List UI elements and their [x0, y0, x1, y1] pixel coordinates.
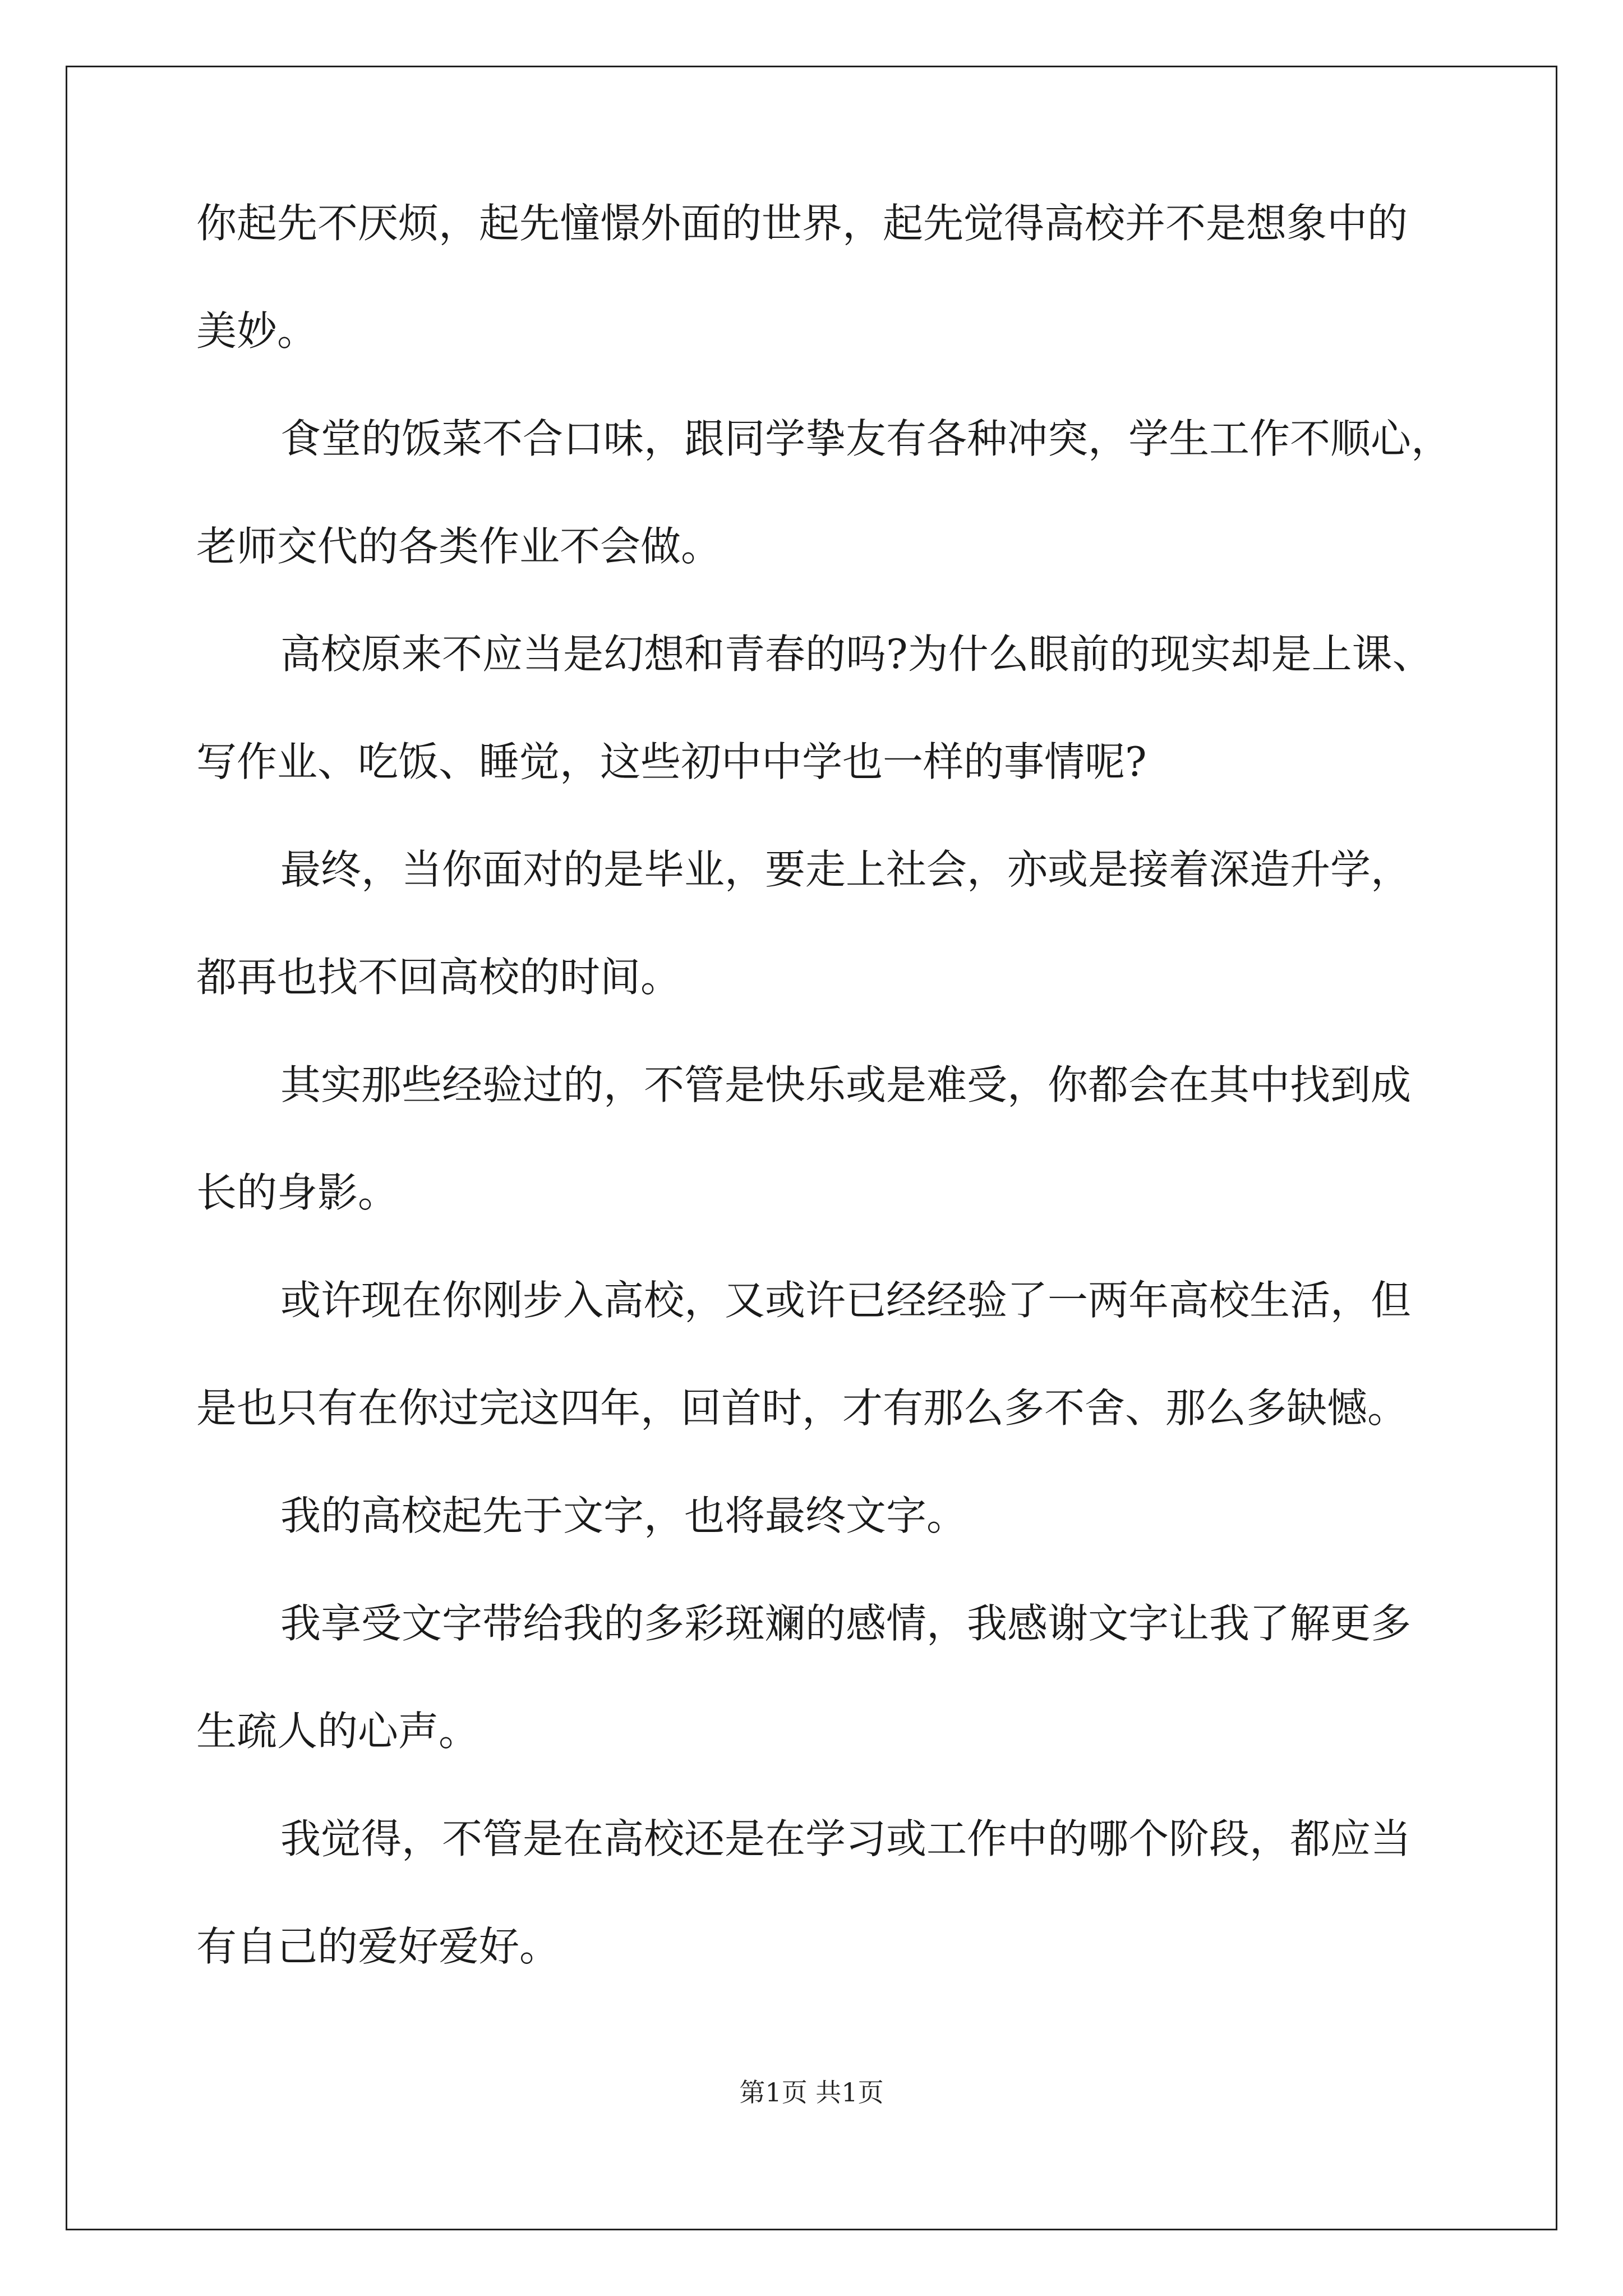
paragraph-first-line: 其实那些经验过的，不管是快乐或是难受，你都会在其中找到成 — [280, 1061, 1412, 1108]
text-line: 都再也找不回高校的时间。 — [196, 954, 681, 1001]
text-line: 老师交代的各类作业不会做。 — [196, 523, 722, 570]
text-line: 写作业、吃饭、睡觉，这些初中中学也一样的事情呢? — [196, 738, 1147, 785]
paragraph-first-line: 或许现在你刚步入高校，又或许已经经验了一两年高校生活，但 — [280, 1277, 1412, 1324]
text-line: 生疏人的心声。 — [196, 1708, 479, 1755]
text-line: 有自己的爱好爱好。 — [196, 1923, 560, 1970]
paragraph-first-line: 我享受文字带给我的多彩斑斓的感情，我感谢文字让我了解更多 — [280, 1600, 1412, 1647]
paragraph-first-line: 高校原来不应当是幻想和青春的吗?为什么眼前的现实却是上课、 — [280, 631, 1433, 678]
text-line: 是也只有在你过完这四年，回首时，才有那么多不舍、那么多缺憾。 — [196, 1384, 1408, 1432]
text-line: 你起先不厌烦，起先憧憬外面的世界，起先觉得高校并不是想象中的 — [196, 200, 1408, 247]
paragraph-first-line: 最终，当你面对的是毕业，要走上社会，亦或是接着深造升学， — [280, 846, 1412, 893]
paragraph-first-line: 我觉得，不管是在高校还是在学习或工作中的哪个阶段，都应当 — [280, 1815, 1412, 1862]
text-line: 长的身影。 — [196, 1169, 399, 1216]
page-footer: 第1页 共1页 — [739, 2077, 884, 2108]
paragraph-first-line: 食堂的饭菜不合口味，跟同学挚友有各种冲突，学生工作不顺心， — [280, 415, 1452, 462]
page-border — [66, 66, 1557, 2230]
paragraph-first-line: 我的高校起先于文字，也将最终文字。 — [280, 1492, 967, 1539]
text-line: 美妙。 — [196, 307, 318, 355]
